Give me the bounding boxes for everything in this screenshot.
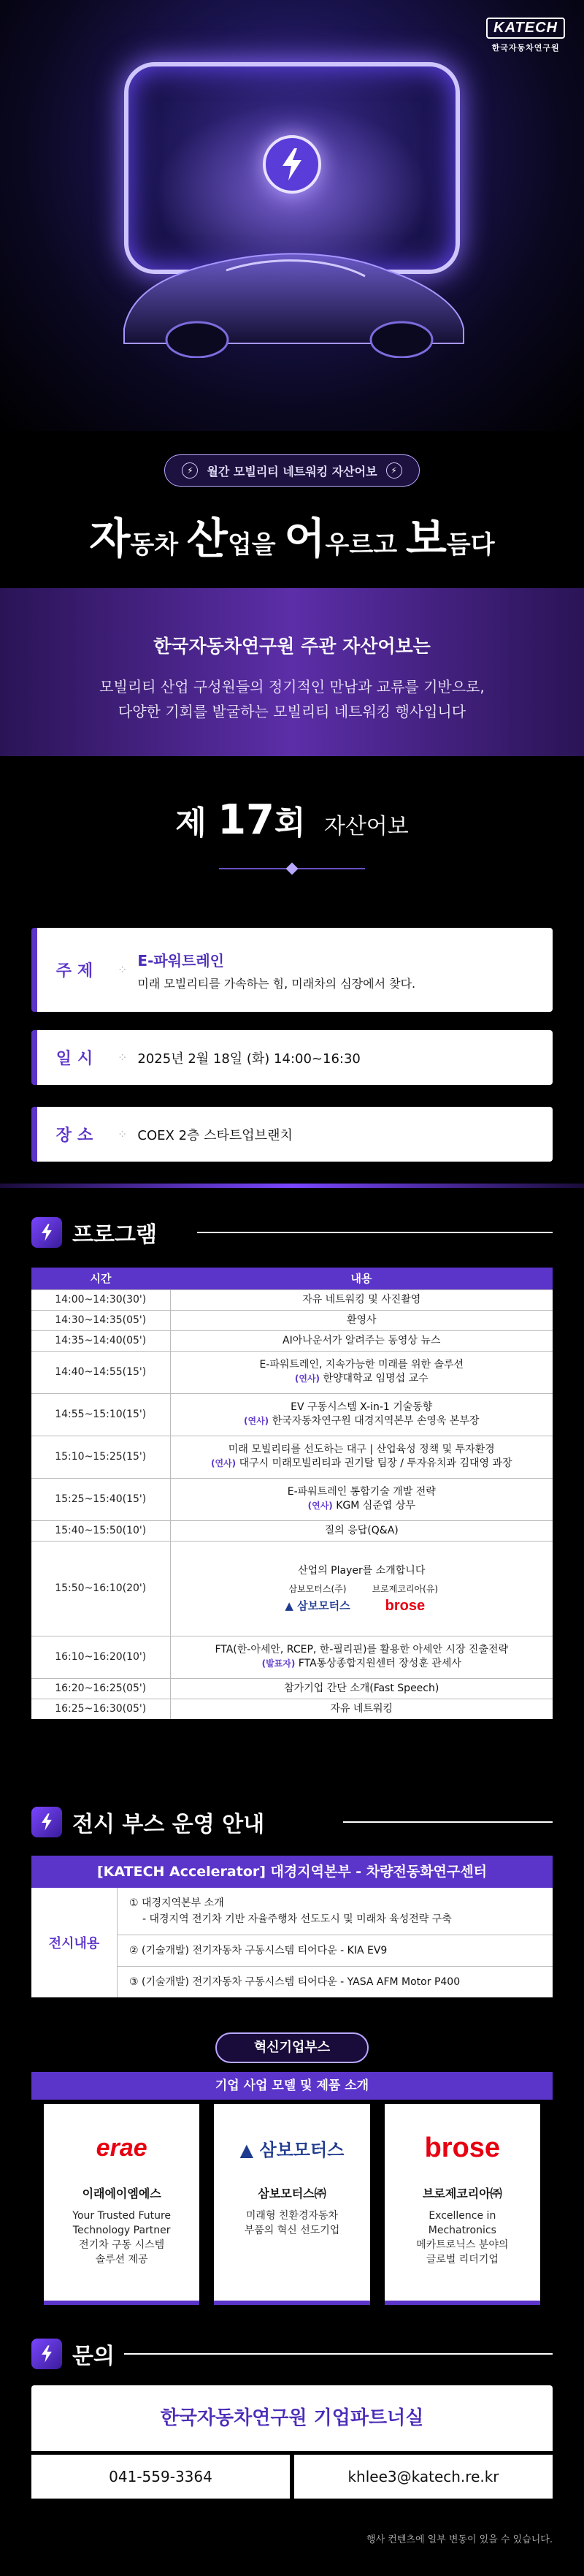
speaker-name: 대구시 미래모빌리티과 권기탈 팀장 / 투자유치과 김대영 과장 bbox=[239, 1457, 512, 1469]
company-desc bbox=[44, 2209, 199, 2267]
table-row bbox=[31, 1636, 553, 1678]
col-content-header: 내용 bbox=[170, 1268, 553, 1289]
hero-banner bbox=[0, 0, 584, 431]
booth-row-sub: - 대경지역 전기차 기반 자율주행차 선도도시 및 미래차 육성전략 구축 bbox=[142, 1913, 452, 1925]
intro-text bbox=[0, 674, 584, 724]
headline-big-char: 어 bbox=[284, 514, 326, 563]
place-box bbox=[31, 1107, 553, 1162]
event-series-pill bbox=[164, 454, 420, 487]
company-name: 이래에이엠에스 bbox=[82, 2187, 161, 2200]
company-desc-line: Excellence in bbox=[429, 2210, 496, 2222]
booth-label: 전시내용 bbox=[31, 1888, 118, 1997]
headline-small-text: 우르고 bbox=[325, 530, 406, 560]
place-value: COEX 2층 스타트업브랜치 bbox=[137, 1127, 293, 1143]
samboo-logo: ▲ 삼보모터스 bbox=[285, 1598, 350, 1612]
company-desc-line: Your Trusted Future bbox=[72, 2210, 172, 2222]
event-series-label: 월간 모빌리티 네트워킹 자산어보 bbox=[207, 464, 377, 479]
row-content: FTA(한-아세안, RCEP, 한-필리핀)를 활용한 아세안 시장 진출전략 bbox=[215, 1644, 509, 1655]
table-row bbox=[31, 1310, 553, 1330]
row-content-cell bbox=[170, 1478, 553, 1520]
contact-email[interactable]: khlee3@katech.re.kr bbox=[294, 2455, 553, 2499]
date-box bbox=[31, 1030, 553, 1085]
booth-row bbox=[118, 1967, 553, 1997]
session-prefix: 제 bbox=[175, 804, 207, 842]
session-subtitle: 자산어보 bbox=[323, 814, 409, 839]
row-time: 16:20~16:25(05') bbox=[31, 1678, 170, 1699]
date-label: 일시 bbox=[55, 1050, 99, 1068]
company-desc-line: 전기차 구동 시스템 bbox=[79, 2239, 165, 2251]
company-card bbox=[44, 2104, 199, 2305]
headline-big-char: 산 bbox=[186, 514, 228, 563]
intro-section bbox=[0, 588, 584, 756]
lightning-icon: ⚡ bbox=[386, 462, 402, 479]
row-time: 15:40~15:50(10') bbox=[31, 1520, 170, 1541]
date-value: 2025년 2월 18일 (화) 14:00~16:30 bbox=[137, 1051, 361, 1067]
row-content: EV 구동시스템 X-in-1 기술동향 bbox=[291, 1401, 433, 1413]
headline-big-char: 자 bbox=[89, 514, 131, 563]
contact-org: 한국자동차연구원 기업파트너실 bbox=[31, 2385, 553, 2451]
speaker-tag: (연사) bbox=[210, 1458, 237, 1468]
lightning-icon bbox=[31, 1807, 62, 1837]
place-label: 장소 bbox=[55, 1127, 99, 1145]
speaker-tag: (발표자) bbox=[261, 1658, 296, 1669]
sponsor-b-label: 브로제코리아(유) bbox=[372, 1583, 439, 1594]
car-illustration bbox=[110, 219, 474, 358]
contact-row bbox=[31, 2455, 553, 2499]
lightning-icon bbox=[263, 135, 321, 194]
headline-big-char: 보 bbox=[405, 514, 447, 563]
row-time: 14:00~14:30(30') bbox=[31, 1289, 170, 1310]
katech-logo bbox=[486, 18, 565, 53]
speaker-tag: (연사) bbox=[244, 1416, 269, 1426]
row-time: 14:40~14:55(15') bbox=[31, 1351, 170, 1393]
row-time: 14:30~14:35(05') bbox=[31, 1310, 170, 1330]
sponsor-a-label: 삼보모터스(주) bbox=[288, 1583, 347, 1594]
program-title: 프로그램 bbox=[72, 1222, 157, 1248]
dots-icon: ⁘ bbox=[118, 963, 128, 977]
logo-subtitle: 한국자동차연구원 bbox=[491, 43, 560, 53]
topic-label: 주제 bbox=[55, 962, 99, 980]
erae-logo-text: erae bbox=[96, 2133, 147, 2162]
brose-logo: brose bbox=[385, 1597, 426, 1614]
speaker-tag: (연사) bbox=[307, 1501, 333, 1511]
accent-divider bbox=[0, 1184, 584, 1188]
table-row bbox=[31, 1351, 553, 1393]
lightning-icon: ⚡ bbox=[182, 462, 198, 479]
samboo-logo: ▲ 삼보모터스 bbox=[239, 2139, 345, 2160]
speaker-tag: (연사) bbox=[294, 1373, 320, 1384]
row-content-cell bbox=[170, 1351, 553, 1393]
logo-word: KATECH bbox=[486, 18, 565, 39]
dots-icon: ⁘ bbox=[118, 1127, 128, 1141]
company-desc-line: 부품의 혁신 선도기업 bbox=[244, 2225, 340, 2236]
company-name: 삼보모터스㈜ bbox=[258, 2187, 326, 2200]
company-desc-line: Technology Partner bbox=[72, 2225, 171, 2236]
row-content: E-파워트레인, 지속가능한 미래를 위한 솔루션 bbox=[259, 1359, 464, 1371]
program-header bbox=[31, 1216, 157, 1249]
headline-small-text: 동차 bbox=[130, 530, 187, 560]
row-content: 환영사 bbox=[170, 1310, 553, 1330]
row-content: 미래 모빌리티를 선도하는 대구 | 산업육성 정책 및 투자환경 bbox=[228, 1444, 495, 1455]
section-rule bbox=[124, 2353, 553, 2355]
program-table bbox=[31, 1268, 553, 1719]
section-rule bbox=[343, 1821, 553, 1823]
row-content-cell bbox=[170, 1436, 553, 1478]
headline bbox=[0, 504, 584, 565]
speaker-name: 한국자동차연구원 대경지역본부 손영욱 본부장 bbox=[272, 1415, 480, 1427]
headline-small-text: 업을 bbox=[227, 530, 285, 560]
table-row bbox=[31, 1541, 553, 1636]
table-row bbox=[31, 1393, 553, 1436]
booth-row bbox=[118, 1935, 553, 1967]
session-divider bbox=[219, 868, 365, 869]
booth-row-text: ① 대경지역본부 소개 bbox=[129, 1897, 224, 1909]
booth-row bbox=[118, 1888, 553, 1935]
brose-logo-text: brose bbox=[424, 2132, 501, 2163]
company-desc-line: 메카트로닉스 분야의 bbox=[416, 2239, 509, 2251]
samboo-logo-text: 삼보모터스 bbox=[259, 2139, 345, 2160]
topic-box bbox=[31, 928, 553, 1012]
company-card bbox=[385, 2104, 540, 2305]
row-time: 14:55~15:10(15') bbox=[31, 1393, 170, 1436]
contact-title: 문의 bbox=[72, 2344, 115, 2369]
table-row bbox=[31, 1330, 553, 1351]
session-num: 17 bbox=[218, 796, 274, 844]
table-row bbox=[31, 1699, 553, 1719]
innovation-booth-pill: 혁신기업부스 bbox=[215, 2032, 369, 2063]
row-content: 참가기업 간단 소개(Fast Speech) bbox=[170, 1678, 553, 1699]
footnote: 행사 컨텐츠에 일부 변동이 있을 수 있습니다. bbox=[366, 2534, 553, 2545]
table-row bbox=[31, 1520, 553, 1541]
col-time-header: 시간 bbox=[31, 1268, 170, 1289]
intro-title: 한국자동차연구원 주관 자산어보는 bbox=[153, 636, 431, 657]
topic-title: E-파워트레인 bbox=[137, 951, 224, 969]
row-content: 산업의 Player를 소개합니다 bbox=[298, 1564, 426, 1577]
erae-logo bbox=[44, 2126, 199, 2170]
row-content-cell bbox=[170, 1636, 553, 1678]
intro-line: 다양한 기회를 발굴하는 모빌리티 네트워킹 행사입니다 bbox=[118, 703, 466, 720]
booth-bar: [KATECH Accelerator] 대경지역본부 - 차량전동화연구센터 bbox=[31, 1856, 553, 1888]
speaker-name: KGM 심준엽 상무 bbox=[336, 1500, 415, 1512]
table-row bbox=[31, 1678, 553, 1699]
dots-icon: ⁘ bbox=[118, 1051, 128, 1064]
company-desc-line: Mechatronics bbox=[428, 2225, 496, 2236]
sponsor-b bbox=[372, 1582, 439, 1613]
company-desc-line: 글로벌 리더기업 bbox=[426, 2254, 499, 2266]
booth-row-text: ② (기술개발) 전기자동차 구동시스템 티어다운 - KIA EV9 bbox=[129, 1945, 388, 1956]
company-card bbox=[214, 2104, 369, 2305]
row-time: 14:35~14:40(05') bbox=[31, 1330, 170, 1351]
row-time: 15:25~15:40(15') bbox=[31, 1478, 170, 1520]
session-title bbox=[0, 796, 584, 844]
contact-header bbox=[31, 2338, 115, 2370]
contact-phone[interactable]: 041-559-3364 bbox=[31, 2455, 290, 2499]
booth-table bbox=[31, 1888, 553, 1997]
booth-header bbox=[31, 1806, 264, 1838]
row-content: E-파워트레인 통합기술 개발 전략 bbox=[287, 1486, 436, 1498]
session-number bbox=[175, 796, 409, 844]
sponsor-a bbox=[285, 1582, 350, 1613]
table-row bbox=[31, 1478, 553, 1520]
company-desc-line: 솔루션 제공 bbox=[95, 2254, 148, 2266]
table-row bbox=[31, 1289, 553, 1310]
booth-row-text: ③ (기술개발) 전기자동차 구동시스템 티어다운 - YASA AFM Motor P400 bbox=[129, 1976, 461, 1988]
topic-desc: 미래 모빌리티를 가속하는 힘, 미래차의 심장에서 찾다. bbox=[137, 976, 416, 991]
business-model-bar: 기업 사업 모델 및 제품 소개 bbox=[31, 2072, 553, 2100]
row-time: 16:25~16:30(05') bbox=[31, 1699, 170, 1719]
sponsor-logos bbox=[175, 1582, 549, 1613]
row-time: 16:10~16:20(10') bbox=[31, 1636, 170, 1678]
lightning-icon bbox=[31, 2339, 62, 2369]
company-desc bbox=[214, 2209, 369, 2238]
row-content: 자유 네트워킹 bbox=[170, 1699, 553, 1719]
section-rule bbox=[197, 1232, 553, 1233]
row-content-cell bbox=[170, 1393, 553, 1436]
speaker-name: FTA통상종합지원센터 장성훈 관세사 bbox=[298, 1658, 461, 1669]
row-content: AI아나운서가 알려주는 동영상 뉴스 bbox=[170, 1330, 553, 1351]
samboo-logo-text: 삼보모터스 bbox=[297, 1598, 350, 1612]
booth-rows bbox=[118, 1888, 553, 1997]
session-suffix: 회 bbox=[274, 804, 306, 842]
speaker-name: 한양대학교 임명섭 교수 bbox=[323, 1373, 429, 1384]
table-row bbox=[31, 1436, 553, 1478]
row-content: 자유 네트워킹 및 사진촬영 bbox=[170, 1289, 553, 1310]
company-cards bbox=[44, 2104, 540, 2305]
row-time: 15:10~15:25(15') bbox=[31, 1436, 170, 1478]
company-desc-line: 미래형 친환경자동차 bbox=[245, 2210, 339, 2222]
row-time: 15:50~16:10(20') bbox=[31, 1541, 170, 1636]
company-desc bbox=[385, 2209, 540, 2267]
headline-small-text: 듬다 bbox=[446, 530, 495, 560]
booth-title: 전시 부스 운영 안내 bbox=[72, 1812, 265, 1837]
row-content: 질의 응답(Q&A) bbox=[170, 1520, 553, 1541]
row-content-cell bbox=[170, 1541, 553, 1636]
company-name: 브로제코리아㈜ bbox=[422, 2187, 502, 2200]
intro-line: 모빌리티 산업 구성원들의 정기적인 만남과 교류를 기반으로, bbox=[99, 678, 485, 696]
lightning-icon bbox=[31, 1217, 62, 1248]
brose-logo bbox=[385, 2126, 540, 2170]
